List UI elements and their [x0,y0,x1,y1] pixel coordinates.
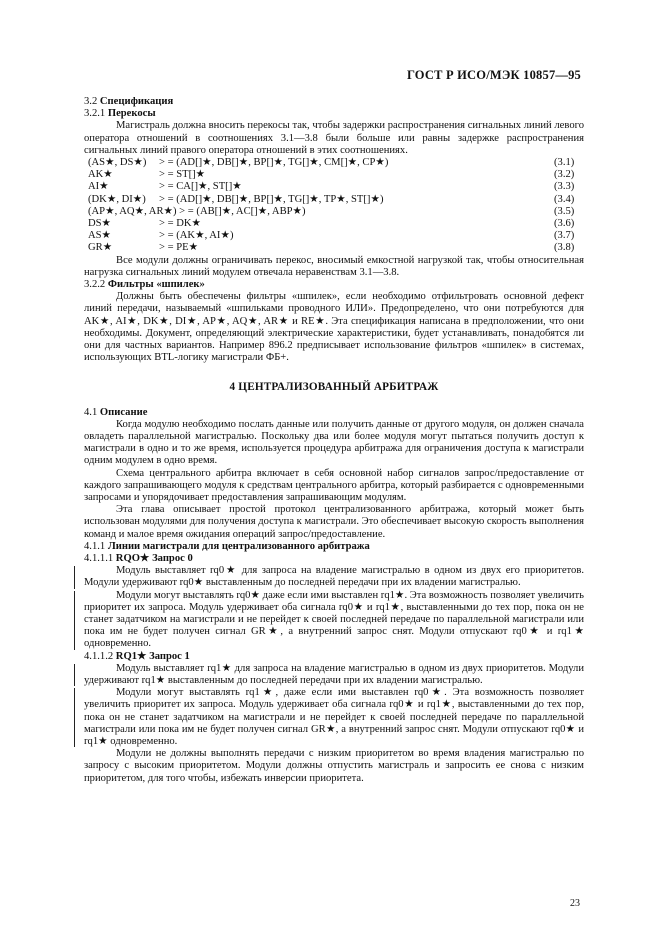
formula-right: > = ST[]★ [159,169,206,181]
formula-right: > = CA[]★, ST[]★ [159,181,242,193]
formula-number: (3.3) [554,181,575,193]
section-title: Описание [99,406,148,418]
section-number: 4.1.1.1 [84,552,114,564]
section-title: RQ1★ Запрос 1 [115,650,190,662]
section-number: 4.1 [84,406,98,418]
formula-left: AK★ [88,169,113,181]
formula-list [84,157,584,255]
description-paragraph-2: Схема центрального арбитра включает в себя основной набор сигналов запрос/предоставление от каждого запрашивающего модуля к средствам центрального арбитра, который разбирается с одновременными запросами и упорядочивает предоставления запрашивающим модулям. [84,467,584,503]
rq1-paragraph-2: Модули могут выставлять rq1★, даже если ими выставлен rq0★. Эта возможность позволяет увеличить приоритет их запроса. Модуль удерживает оба сигнала rq0★ и rq1★, выставленными до тех пор, пока он не станет задатчиком на магистрали и не перейдет к своей последней передаче по параллельной магистрали или пока им не будет получен сигнал GR★, а внутренний запрос снят. Модули отпускают rq0★ и rq1★ одновременно. [84,687,584,748]
rq0-paragraph-2: Модули могут выставлять rq0★ даже если ими выставлен rq1★. Эта возможность позволяет увеличить приоритет их запроса. Модуль удерживает оба сигнала rq0★ и rq1★, выставленными до тех пор, пока он не станет задатчиком на магистрали и не перейдет к своей последней передаче по параллельной магистрали или пока им не будет получен сигнал GR★, а внутренний запрос снят. Модули отпускают rq0★ и rq1★ одновременно. [84,589,584,650]
section-number: 4.1.1.2 [84,650,114,662]
page-number: 23 [570,898,580,909]
formula-right: > = PE★ [159,242,199,254]
formula-left: (DK★, DI★) [88,193,146,205]
section-number: 3.2.2 [84,278,106,290]
glitch-filter-paragraph: Должны быть обеспечены фильтры «шпилек», если необходимо отфильтровать основной дефект линий передачи, называемый «шпильками проводного ИЛИ». Предопределено, что они потребуются для AK★, AI★, DK★, DI★, AP★, AQ★, AR★ и RE★. Эта спецификация написана в предположении, что они необходимы. Документ, определяющий электрические характеристики, будет устанавливать, понадобятся ли они для частных вариантов. Например 896.2 предписывает использование фильтров «шпилек» в системах, использующих BTL-логику магистрали ФБ+. [84,291,584,364]
description-paragraph-3: Эта глава описывает простой протокол централизованного арбитража, который может быть использован модулями для получения доступа к магистрали. Это обеспечивает высокую скорость выполнения команд и малое время ожидания операций запрос/предоставление. [84,504,584,540]
section-title: Фильтры «шпилек» [107,278,205,290]
formula-number: (3.2) [554,169,575,181]
formula-left: DS★ [88,217,112,229]
formula-number: (3.8) [554,242,575,254]
skew-limit-paragraph: Все модули должны ограничивать перекос, вносимый емкостной нагрузкой так, чтобы относительная нагрузка сигнальных линий модулем отвечала неравенствам 3.1—3.8. [84,254,584,278]
formula-row [84,242,584,254]
section-4-1-heading [84,407,584,419]
standard-header: ГОСТ Р ИСО/МЭК 10857—95 [406,68,581,82]
formula-row [84,181,584,193]
formula-number: (3.7) [554,230,575,242]
rq0-paragraph-1: Модуль выставляет rq0★ для запроса на владение магистралью в одном из двух его приоритетов. Модули удерживают rq0★ выставленным до последней передачи при их владении магистралью. [84,565,584,589]
section-4-1-1-2-heading [84,651,584,663]
formula-right: > = (AD[]★, DB[]★, BP[]★, TG[]★, TP★, ST[]★) [159,193,384,205]
formula-left: AS★ [88,230,112,242]
formula-row [84,169,584,181]
formula-right: > = (AD[]★, DB[]★, BP[]★, TG[]★, CM[]★, CP★) [159,157,389,169]
formula-row [84,194,584,206]
section-4-1-1-1-heading [84,553,584,565]
section-title: Перекосы [107,108,156,120]
skew-paragraph: Магистраль должна вносить перекосы так, чтобы задержки распространения сигнальных линий левого оператора отношений в соотношениях 3.1—3.8 были больше или равны задержке распространения сигнальных линий правого оператора отношений в этих соотношениях. [84,120,584,156]
page-content [84,96,584,785]
formula-row [84,206,584,218]
section-title: Линии магистрали для централизованного арбитража [107,540,370,552]
formula-row [84,218,584,230]
formula-right: > = DK★ [159,217,202,229]
formula-number: (3.1) [554,157,575,169]
priority-paragraph: Модули не должны выполнять передачи с низким приоритетом во время владения магистралью по запросу с высоким приоритетом. Модули должны отпустить магистраль и запросить ее снова с низким приоритетом, для того чтобы, избежать инверсии приоритета. [84,748,584,784]
section-number: 3.2 [84,96,98,107]
section-title: Спецификация [99,96,174,107]
section-title: RQO★ Запрос 0 [115,552,193,564]
formula-row [84,157,584,169]
rq1-paragraph-1: Модуль выставляет rq1★ для запроса на владение магистралью в одном из двух приоритетов. Модули удерживают rq1★ выставленным до последней передачи при их владении магистралью. [84,662,584,687]
section-3-2-1-heading [84,108,584,120]
section-4-1-1-heading [84,541,584,553]
formula-row [84,230,584,242]
formula-left: GR★ [88,242,113,254]
formula-number: (3.5) [554,205,575,217]
chapter-4-title: 4 ЦЕНТРАЛИЗОВАННЫЙ АРБИТРАЖ [229,381,439,394]
section-3-2-2-heading [84,279,584,291]
description-paragraph-1: Когда модулю необходимо послать данные или получить данные от другого модуля, он должен сначала овладеть параллельной магистралью. Поскольку два или более модуля могут пытаться получить доступ к магистрали в одно и то же время, используется процедура арбитража для ограничения доступа к магистрали одним модулем в одно время. [84,418,584,467]
section-3-2-heading [84,96,584,108]
formula-number: (3.4) [554,193,575,205]
section-number: 3.2.1 [84,108,106,120]
formula-left: (AS★, DS★) [88,157,147,169]
formula-left: AI★ [88,181,109,193]
section-number: 4.1.1 [84,540,106,552]
formula-left: (AP★, AQ★, AR★) > = (AB[]★, AC[]★, ABP★) [88,205,306,217]
formula-number: (3.6) [554,217,575,229]
formula-right: > = (AK★, AI★) [159,230,234,242]
